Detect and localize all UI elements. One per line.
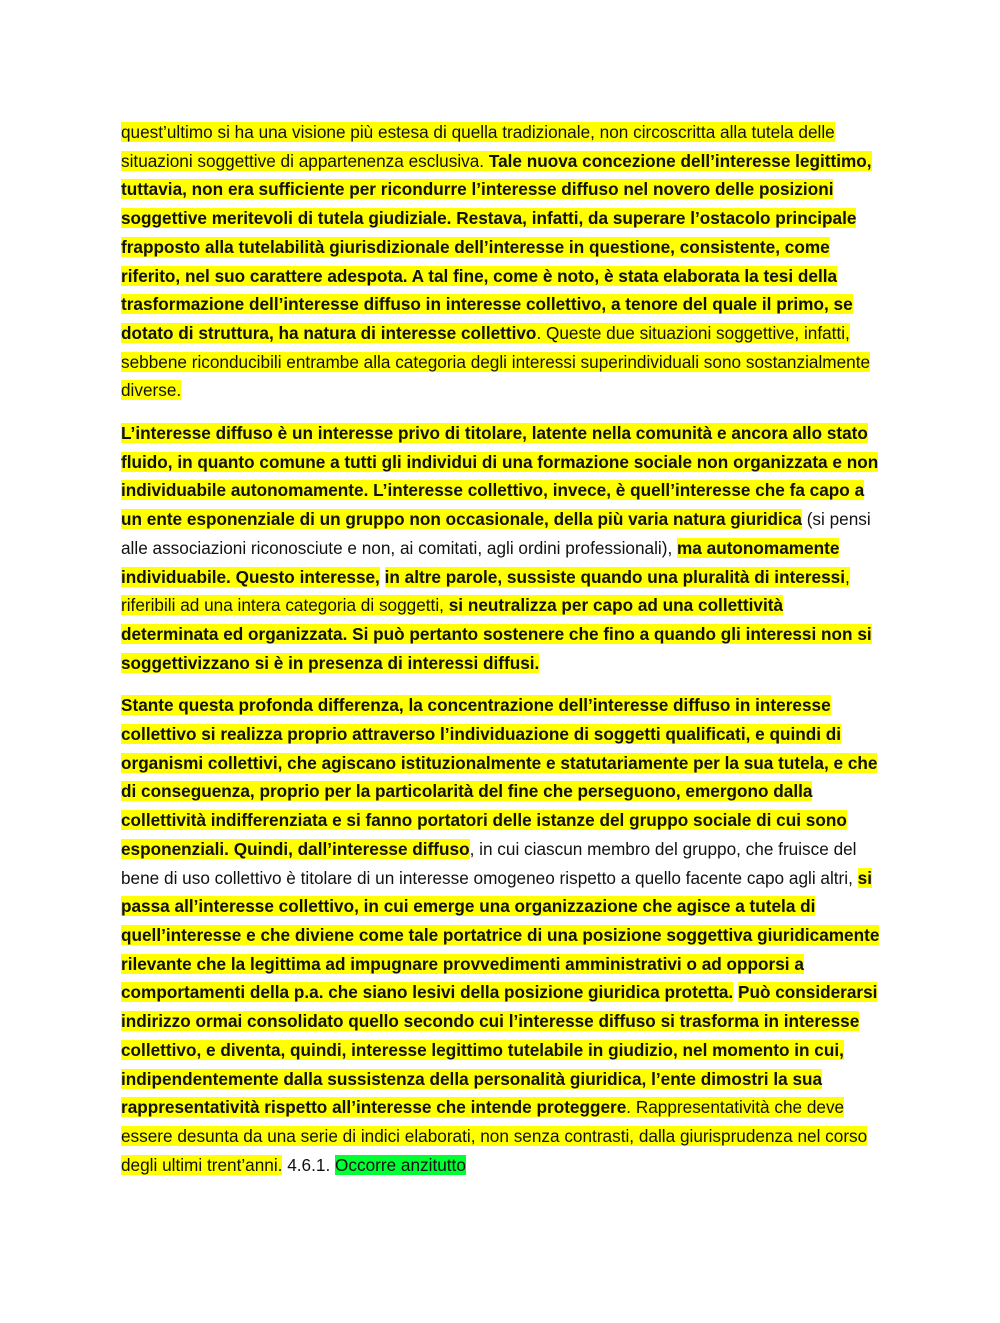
text-segment: 4.6.1. [282, 1154, 336, 1175]
text-segment: quest’ultimo si ha una visione più estesa di quella tradizionale, non circoscritta alla tutela delle situazioni soggettive di appartenenza esclusiva [121, 122, 835, 171]
text-segment [380, 567, 385, 587]
text-segment: L’interesse diffuso è un interesse privo di titolare, latente nella comunità e ancora allo stato fluido, in quanto comune a tutti gli individui di una formazione sociale non organizzata e non individuabile autonomamente. L’interesse collettivo, invece, è quell’interesse che fa capo a un ente esponenziale di un gruppo non occasionale, della più varia natura giuridica [121, 423, 879, 530]
text-segment: . Rappresentatività che deve essere desunta da una serie di indici elaborati, non senza contrasti, dalla giurisprudenza nel corso degli ultimi trent’anni. [121, 1097, 868, 1175]
text-segment: Può considerarsi indirizzo ormai consolidato quello secondo cui l’interesse diffuso si trasforma in interesse collettivo, e diventa, quindi, interesse legittimo tutelabile in giudizio, nel momento in cui, indipendentemente dalla sussistenza della personalità giuridica, l’ente dimostri la sua rappresentatività rispetto all’interesse che intende proteggere [121, 982, 878, 1118]
text-segment: , riferibili ad una intera categoria di soggetti, [121, 566, 850, 616]
text-segment: . [479, 150, 489, 171]
paragraph [121, 691, 883, 1179]
text-segment: ma autonomamente individuabile. Questo interesse, [121, 537, 840, 587]
text-segment: in altre parole, sussiste quando una pluralità di interessi [384, 566, 845, 587]
paragraph [121, 118, 883, 405]
document-body [121, 118, 883, 1193]
text-segment: si passa all’interesse collettivo, in cui emerge una organizzazione che agisce a tutela di quell’interesse e che diviene come tale portatrice di una posizione soggettiva giuridicamente rilevante che la legittima ad impugnare provvedimenti amministrativi o ad opporsi a comportamenti della p.a. che siano lesivi della posizione giuridica protetta. [121, 867, 880, 1003]
text-segment: si neutralizza per capo ad una collettività determinata ed organizzata. Si può pertanto sostenere che fino a quando gli interessi non si soggettivizzano si è in presenza di interessi diffusi. [121, 595, 872, 673]
text-segment: Stante questa profonda differenza, la concentrazione dell’interesse diffuso in interesse collettivo si realizza proprio attraverso l’individuazione di soggetti qualificati, e quindi di organismi collettivi, che agiscano istituzionalmente e statutariamente per la sua tutela, e che di conseguenza, proprio per la particolarità del fine che perseguono, emergono dalla collettività indifferenziata e si fanno portatori delle istanze del gruppo sociale di cui sono esponenziali. Quindi, dall’interesse diffuso [121, 695, 878, 859]
text-segment: Tale nuova concezione dell’interesse legittimo, tuttavia, non era sufficiente per ricondurre l’interesse diffuso nel novero delle posizioni soggettive meritevoli di tutela giudiziale. Restava, infatti, da superare l’ostacolo principale frapposto alla tutelabilità giurisdizionale dell’interesse in questione, consistente, come riferito, nel suo carattere adespota. A tal fine, come è noto, è stata elaborata la tesi della trasformazione dell’interesse diffuso in interesse collettivo, a tenore del quale il primo, se dotato di struttura, ha natura di interesse collettivo [121, 150, 872, 343]
text-segment: . Queste due situazioni soggettive, infatti, sebbene riconducibili entrambe alla categoria degli interessi superindividuali sono sostanzialmente diverse. [121, 322, 871, 401]
text-segment: Occorre anzitutto [335, 1154, 466, 1175]
paragraph [121, 419, 883, 677]
text-segment: (si pensi alle associazioni riconosciute e non, ai comitati, agli ordini professionali), [121, 509, 871, 558]
text-segment: , in cui ciascun membro del gruppo, che fruisce del bene di uso collettivo è titolare di un interesse omogeneo rispetto a quello facente capo agli altri, [121, 838, 858, 888]
